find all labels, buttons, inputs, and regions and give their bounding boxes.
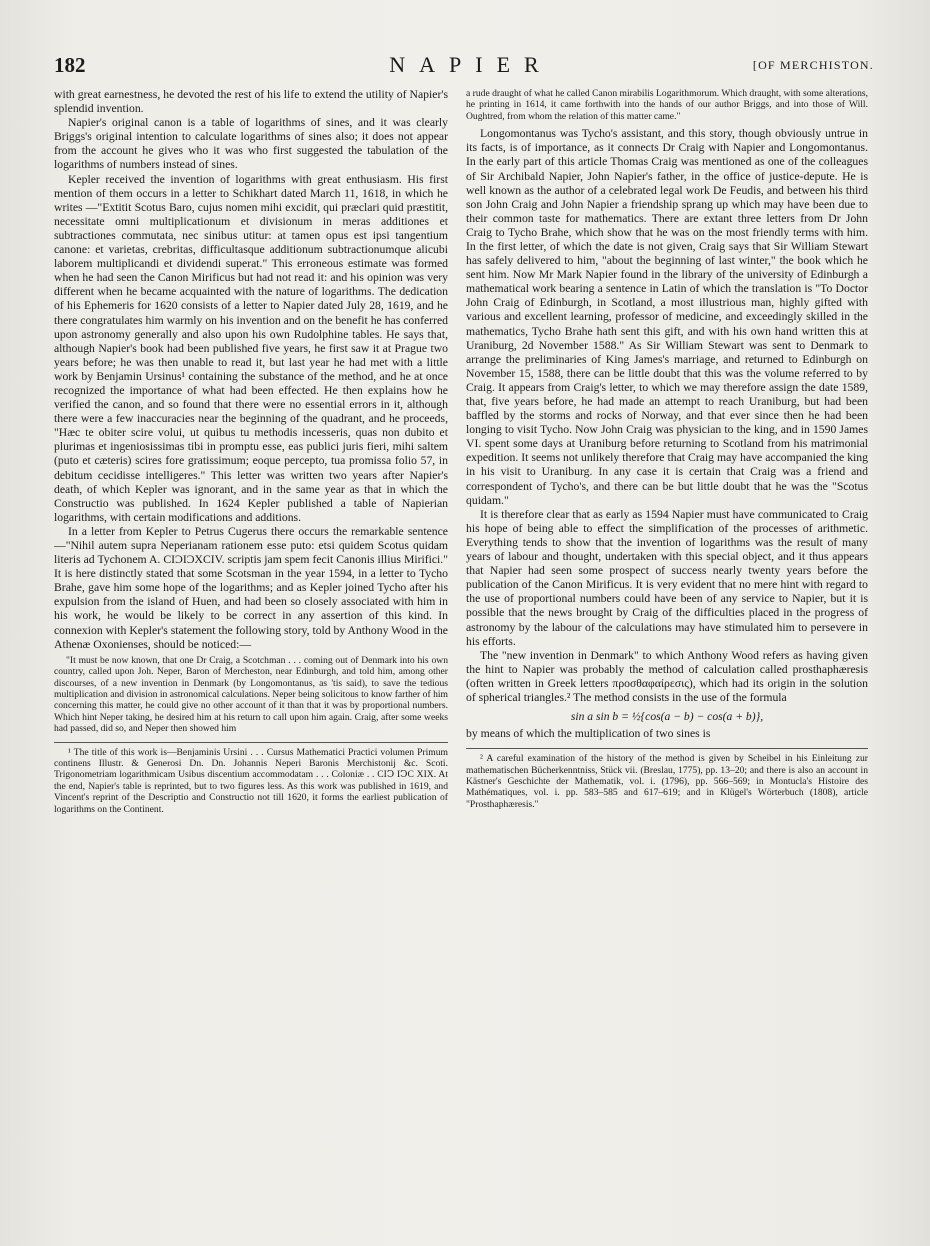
running-title: NAPIER (389, 52, 553, 77)
left-column (54, 88, 448, 815)
footnote-divider-right (466, 748, 868, 749)
left-paragraph-3: Kepler received the invention of logarithms with great enthusiasm. His first mention of them occurs in a letter to Schikhart dated March 11, 1618, in which he writes —"Extitit Scotus Baro, cujus nomen mihi excidit, qui præclari quid præstitit, necessitate omni multiplicationum et divisionum in meras additiones et subtractiones commutata, nec sinibus utitur: at tamen opus est ipsi tangentium canone: et varietas, crebritas, difficultasque additionum subtractionumque alicubi laborem multiplicandi et dividendi superat." This erroneous estimate was formed when he had seen the Canon Mirificus but had not read it: and his opinion was very different when he became acquainted with the nature of logarithms. The dedication of his Ephemeris for 1620 consists of a letter to Napier dated July 28, 1619, and he there congratulates him warmly on his invention and on the benefit he has conferred upon astronomy generally and also upon his own Rudolphine tables. He says that, although Napier's book had been published five years, he first saw it at Prague two years before; he was then unable to read it, but last year he had met with a little work by Benjamin Ursinus¹ containing the substance of the method, and he at once recognized the importance of what had been effected. He then explains how he verified the canon, and so found that there were no essential errors in it, although there were a few inaccuracies near the beginning of the quadrant, and he proceeds, "Hæc te obiter scire volui, ut quibus tu methodis incesseris, quas non dubito et plurimas et ingeniosissimas tibi in promptu esse, eas publici juris fieri, mihi saltem (puto et cæteris) scires fore gratissimum; eoque percepto, tua promissa folio 57, in debitum cecidisse intelligeres." This letter was written two years after Napier's death, of which Kepler was ignorant, and in the same year as that in which the Constructio was published. In 1624 Kepler published a table of Napierian logarithms, with certain modifications and additions. (54, 172, 448, 524)
footnote-2: ² A careful examination of the history of the method is given by Scheibel in his Einleitung zur mathematischen Bücherkenntniss, Stück vii. (Breslau, 1775), pp. 13–20; and there is also an account in Kästner's Geschichte der Mathematik, vol. i. (1796), pp. 566–569; in Montucla's Histoire des Mathématiques, vol. i. pp. 583–585 and 617–619; and in Klügel's Wörterbuch (1808), article "Prosthaphæresis." (466, 753, 868, 810)
page-number: 182 (54, 53, 86, 77)
wood-quotation-continued: a rude draught of what he called Canon mirabilis Logarithmorum. Which draught, with some alterations, he printing in 1614, it came forthwith into the hands of our author Briggs, and into those of Will. Oughtred, from whom the relation of this matter came." (466, 88, 868, 122)
left-paragraph-1: with great earnestness, he devoted the rest of his life to extend the utility of Napier's splendid invention. (54, 88, 448, 116)
footnote-1: ¹ The title of this work is—Benjaminis Ursini . . . Cursus Mathematici Practici volumen Primum continens Illustr. & Generosi Dn. Dn. Johannis Neperi Baronis Merchistonij &c. Scoti. Trigonometriam logarithmicam Usibus discentium accommodatam . . . Coloniæ . . CIↃ IↃC XIX. At the end, Napier's table is reprinted, but to two figures less. As this work was published in 1619, and Vincent's reprint of the Descriptio and Constructio not till 1620, it forms the earliest publication of logarithms on the Continent. (54, 746, 448, 815)
left-paragraph-2: Napier's original canon is a table of logarithms of sines, and it was clearly Briggs's original intention to calculate logarithms of sines also; it does not appear from the account he gives who it was who first suggested the tabulation of the logarithms of numbers instead of sines. (54, 116, 448, 172)
left-paragraph-4: In a letter from Kepler to Petrus Cugerus there occurs the remarkable sentence—"Nihil autem supra Neperianam rationem esse puto: etsi quidem Scotus quidam literis ad Tychonem A. CIƆIƆXCIV. scriptis jam spem fecit Canonis illius Mirifici." It is here distinctly stated that some Scotsman in the year 1594, in a letter to Tycho Brahe, gave him some hope of the logarithms; and as Kepler joined Tycho after his expulsion from the island of Huen, and had been so closely associated with him in his work, he would be likely to be correct in any assertion of this kind. In connexion with Kepler's statement the following story, told by Anthony Wood in the Athenæ Oxonienses, should be noticed:— (54, 524, 448, 651)
page-header (54, 53, 874, 85)
right-paragraph-2: It is therefore clear that as early as 1594 Napier must have communicated to Craig his hope of being able to effect the simplification of the processes of arithmetic. Everything tends to show that the invention of logarithms was the result of many years of labour and thought, undertaken with this special object, and it thus appears that Napier had seen some prospect of success nearly twenty years before the publication of the Canon Mirificus. It is very evident that no mere hint with regard to the use of proportional numbers could have been of any service to Napier, but it is possible that the news brought by Craig of the difficulties placed in the progress of astronomy by the labour of the calculations may have stimulated him to persevere in his efforts. (466, 507, 868, 648)
right-paragraph-3: The "new invention in Denmark" to which Anthony Wood refers as having given the hint to Napier was probably the method of calculation called prosthaphæresis (often written in Greek letters προσθαφαίρεσις), which had its origin in the solution of spherical triangles.² The method consists in the use of the formula (466, 648, 868, 704)
right-column (466, 88, 868, 810)
footnote-divider (54, 742, 448, 743)
right-paragraph-4: by means of which the multiplication of two sines is (466, 727, 711, 741)
right-paragraph-1: Longomontanus was Tycho's assistant, and this story, though obviously untrue in its facts, is of importance, as it connects Dr Craig with Napier and Longomontanus. In the early part of this article Thomas Craig was mentioned as one of the colleagues of Sir Archibald Napier, John Napier's father, in the office of justice-depute. He is well known as the author of a celebrated legal work De Feudis, and between his third son John Craig and John Napier a friendship sprang up which may have been due to their common taste for mathematics. There are extant three letters from Dr John Craig to Tycho Brahe, which show that he was on the most friendly terms with him. In the first letter, of which the date is not given, Craig says that Sir William Stewart has safely delivered to him, "about the beginning of last winter," the book which he sent him. Now Mr Mark Napier found in the library of the university of Edinburgh a mathematical work bearing a sentence in Latin of which the translation is "To Doctor John Craig of Edinburgh, in Scotland, a most illustrious man, highly gifted with various and excellent learning, professor of medicine, and exceedingly skilled in the mathematics, Tycho Brahe hath sent this gift, and with his own hand written this at Uraniburg, 2d November 1588." As Sir William Stewart was sent to Denmark to arrange the preliminaries of King James's marriage, and returned to Edinburgh on November 15, 1588, there can be little doubt that this was the volume referred to by Craig. It appears from Craig's letter, to which we may therefore assign the date 1589, that, five years before, he had made an attempt to reach Uraniburg, but had been baffled by the storms and rocks of Norway, and that ever since then he had been longing to visit Tycho. Now John Craig was physician to the king, and in 1590 James VI. spent some days at Uraniburg before returning to Scotland from his matrimonial expedition. It seems not unlikely therefore that Craig may have accompanied the king in his visit to Uraniburg. In any case it is certain that Craig was a friend and correspondent of Tycho's, and there can be but little doubt that he was the "Scotus quidam." (466, 127, 868, 507)
prosthaphaeresis-formula: sin a sin b = ½{cos(a − b) − cos(a + b)}, (570, 710, 764, 724)
wood-quotation: "It must be now known, that one Dr Craig, a Scotchman . . . coming out of Denmark into his own country, called upon Joh. Neper, Baron of Mercheston, near Edinburgh, and told him, among other discourses, of a new invention in Denmark (by Longomontanus, as 'tis said), to save the tedious multiplication and division in astronomical calculations. Neper being solicitous to know farther of him concerning this matter, he could give no other account of it than that it was by proportional numbers. Which hint Neper taking, he desired him at his return to call upon him again. Craig, after some weeks had passed, did so, and Neper then showed him (54, 654, 448, 735)
running-section: [OF MERCHISTON. (752, 58, 874, 72)
